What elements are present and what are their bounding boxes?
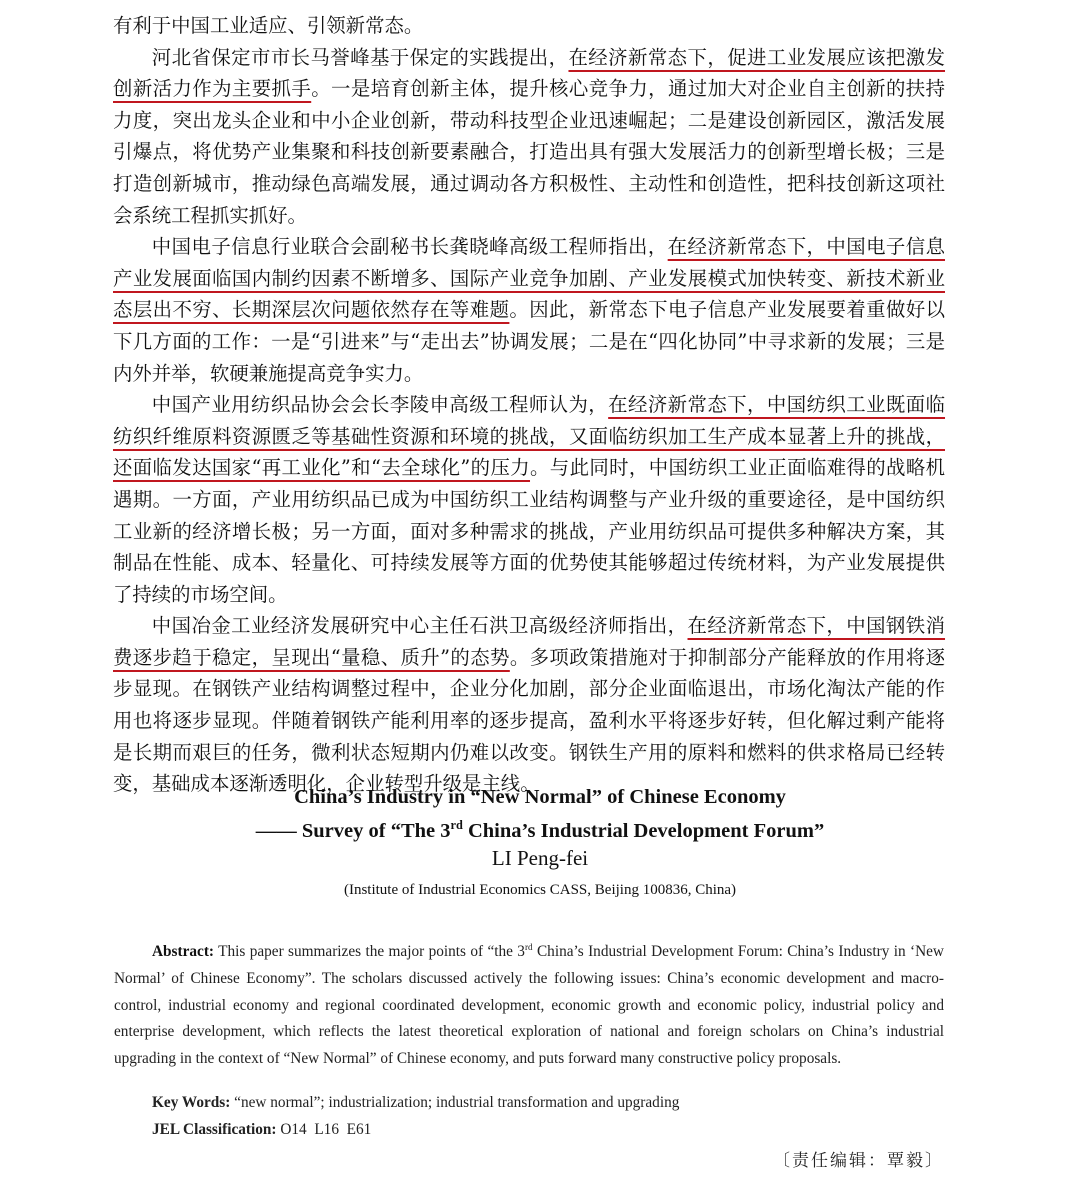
institute: (Institute of Industrial Economics CASS, Beijing 100836, China): [343, 882, 737, 898]
editor-note: 〔责任编辑：覃毅〕: [773, 1151, 944, 1171]
jel-codes: O14 L16 E61: [276, 1121, 372, 1138]
abstract: [114, 934, 944, 1073]
paragraph-3-highlight: 在经济新常态下，中国纺织工业既面临纺织纤维原料资源匮乏等基础性资源和环境的挑战，又面临纺织加工生产成本显著上升的挑战，还面临发达国家“再工业化”和“去全球化”的压力: [113, 393, 946, 480]
paragraph-4-lead: 中国冶金工业经济发展研究中心主任石洪卫高级经济师指出，: [151, 614, 688, 638]
keywords-text: “new normal”; industrialization; industrial transformation and upgrading: [230, 1094, 680, 1111]
abstract-text-post: China’s Industrial Development Forum: China’s Industry in ‘New Normal’ of Chinese Economy”. The scholars discussed actively the following issues: China’s economic development and macro-control, industrial economy and regional coordinated development, economic growth and economic policy, industrial policy and enterprise development, which reflects the latest theoretical exploration of national and foreign scholars on China’s industrial upgrading in the context of “New Normal” of Chinese economy, and puts forward many constructive policy proposals.: [114, 943, 944, 1068]
paragraph-3: [113, 389, 945, 610]
paragraph-4-highlight: 在经济新常态下，中国钢铁消费逐步趋于稳定，呈现出“量稳、质升”的态势: [113, 614, 946, 669]
paragraph-3-rest: 。与此同时，中国纺织工业正面临难得的战略机遇期。一方面，产业用纺织品已成为中国纺织工业结构调整与产业升级的重要途径，是中国纺织工业新的经济增长极；另一方面，面对多种需求的挑战，产业用纺织品可提供多种解决方案，其制品在性能、成本、轻量化、可持续发展等方面的优势使其能够超过传统材料，为产业发展提供了持续的市场空间。: [113, 456, 945, 606]
subtitle-post: China’s Industrial Development Forum”: [462, 819, 825, 842]
paragraph-2-rest: 。因此，新常态下电子信息产业发展要着重做好以下几方面的工作：一是“引进来”与“走出去”协调发展；二是在“四化协同”中寻求新的发展；三是内外并举，软硬兼施提高竞争实力。: [113, 298, 946, 385]
paragraph-2: [113, 231, 945, 389]
paragraph-3-lead: 中国产业用纺织品协会会长李陵申高级工程师认为，: [151, 393, 609, 417]
paragraph-1-rest: 。一是培育创新主体，提升核心竞争力，通过加大对企业自主创新的扶持力度，突出龙头企业和中小企业创新，带动科技型企业迅速崛起；二是建设创新园区，激活发展引爆点，将优势产业集聚和科技创新要素融合，打造出具有强大发展活力的创新型增长极；三是打造创新城市，推动绿色高端发展，通过调动各方积极性、主动性和创造性，把科技创新这项社会系统工程抓实抓好。: [113, 77, 946, 227]
paragraph-4: [113, 610, 945, 800]
english-title: China’s Industry in “New Normal” of Chinese Economy: [294, 786, 786, 808]
paragraph-1-highlight: 在经济新常态下，促进工业发展应该把激发创新活力作为主要抓手: [113, 45, 946, 101]
english-subtitle: [0, 818, 1080, 843]
keywords-label: Key Words:: [152, 1094, 231, 1111]
jel-classification: [152, 1121, 371, 1139]
abstract-label: Abstract:: [152, 943, 215, 961]
chinese-body: [113, 10, 945, 800]
paragraph-1-lead: 河北省保定市市长马誉峰基于保定的实践提出，: [151, 45, 569, 69]
subtitle-sup: rd: [450, 818, 463, 832]
author-name: LI Peng-fei: [491, 846, 589, 870]
abstract-text-pre: This paper summarizes the major points of “the 3: [214, 943, 525, 961]
paragraph-1: [113, 42, 945, 232]
subtitle-pre: —— Survey of “The 3: [255, 819, 451, 842]
keywords: [152, 1094, 679, 1112]
paragraph-2-lead: 中国电子信息行业联合会副秘书长龚晓峰高级工程师指出，: [151, 235, 668, 259]
paragraph-4-rest: 。多项政策措施对于抑制部分产能释放的作用将逐步显现。在钢铁产业结构调整过程中，企业分化加剧，部分企业面临退出，市场化淘汰产能的作用也将逐步显现。伴随着钢铁产能利用率的逐步提高，盈利水平将逐步好转，但化解过剩产能将是长期而艰巨的任务，微利状态短期内仍难以改变。钢铁生产用的原料和燃料的供求格局已经转变，基础成本逐渐透明化，企业转型升级是主线。: [113, 645, 945, 796]
jel-label: JEL Classification:: [152, 1121, 277, 1138]
paragraph-2-highlight: 在经济新常态下，中国电子信息产业发展面临国内制约因素不断增多、国际产业竞争加剧、产业发展模式加快转变、新技术新业态层出不穷、长期深层次问题依然存在等难题: [113, 235, 945, 322]
paragraph-0: [113, 10, 945, 42]
paragraph-0-text: 有利于中国工业适应、引领新常态。: [113, 14, 424, 37]
abstract-sup: rd: [524, 942, 533, 952]
